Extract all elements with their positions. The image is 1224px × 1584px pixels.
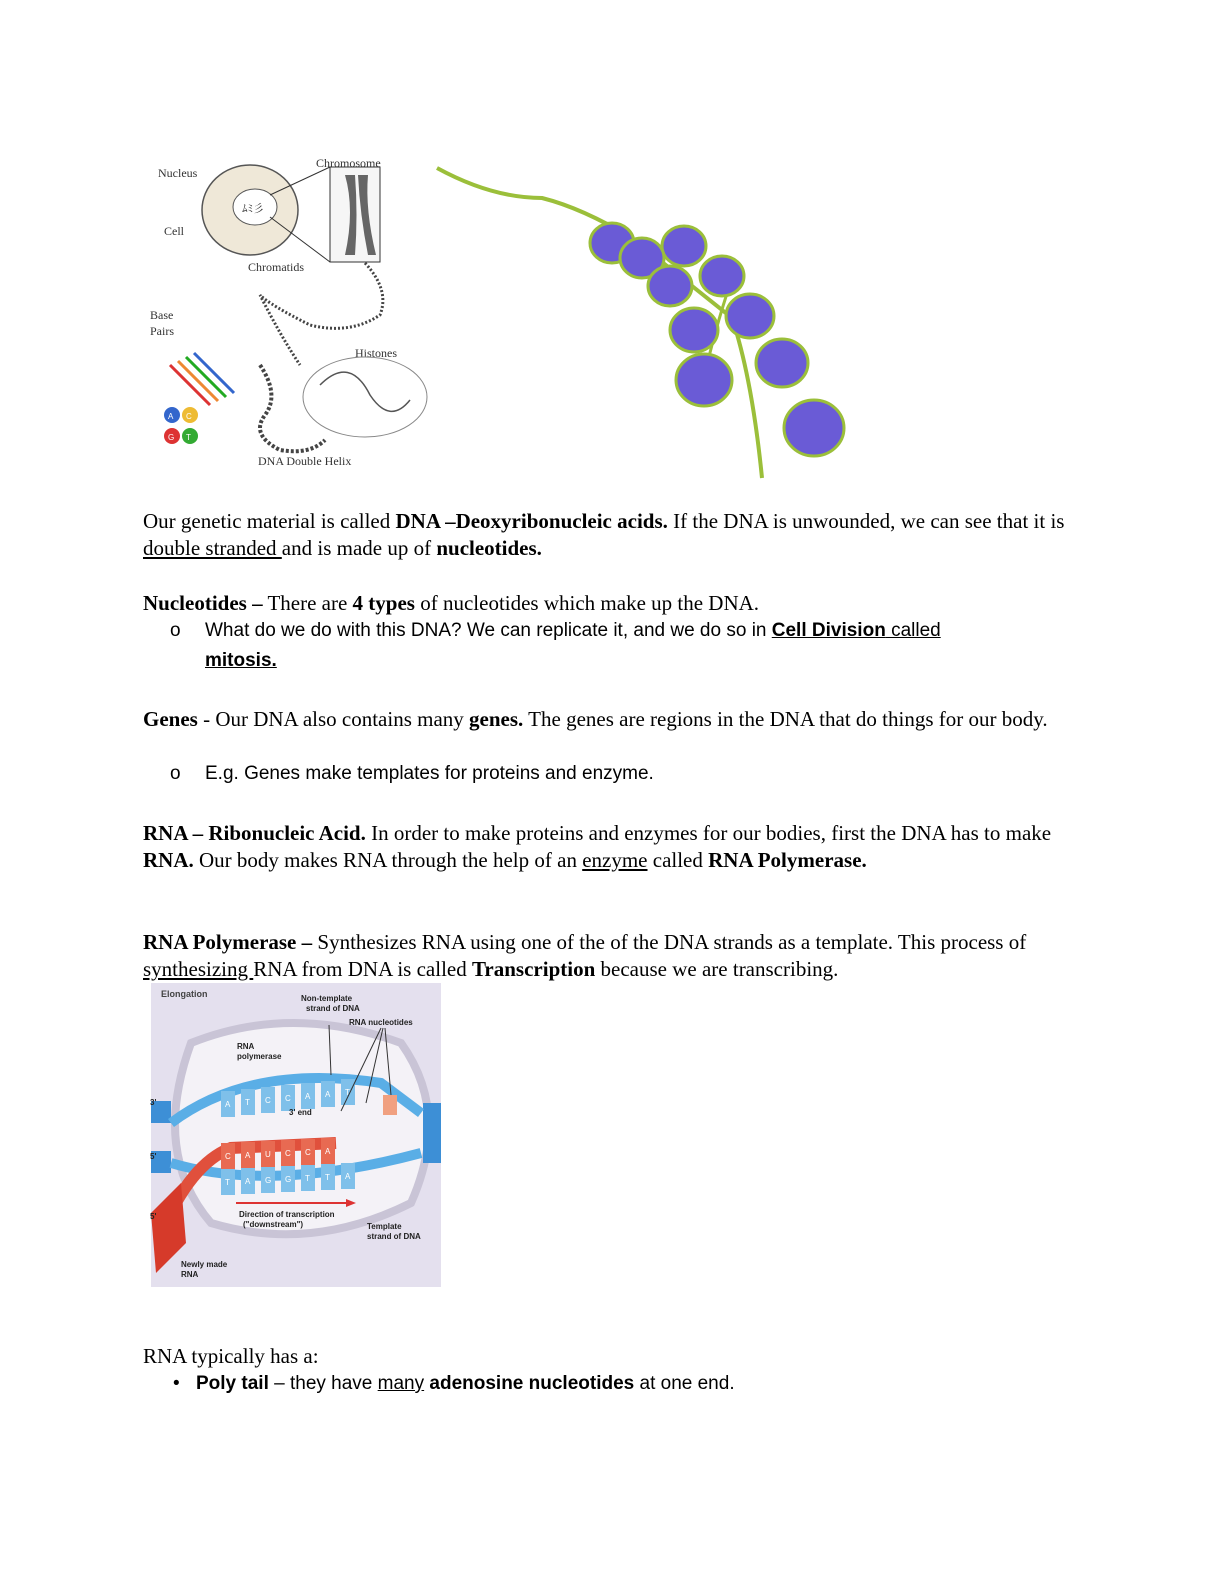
double-helix bbox=[260, 365, 325, 451]
label-polymerase: RNA bbox=[237, 1042, 255, 1051]
label-rna-nucleotides: RNA nucleotides bbox=[349, 1018, 413, 1027]
paragraph-nucleotides: Nucleotides – There are 4 types of nucleotides which make up the DNA. bbox=[143, 591, 760, 615]
base-letter: T bbox=[225, 1178, 230, 1187]
bullet-marker: o bbox=[170, 620, 181, 641]
bullet-marker: • bbox=[173, 1373, 180, 1394]
base-pair-ladder bbox=[170, 353, 234, 405]
label-chromosome: Chromosome bbox=[316, 156, 381, 170]
label-template-2: strand of DNA bbox=[367, 1232, 421, 1241]
label-nucleus: Nucleus bbox=[158, 166, 198, 180]
base-letter: A bbox=[245, 1177, 251, 1186]
paragraph-dna: Our genetic material is called DNA –Deoxyribonucleic acids. If the DNA is unwounded, we can see that it is double stranded and is made up of nucleotides. bbox=[143, 509, 1065, 560]
label-template: Template bbox=[367, 1222, 402, 1231]
base-letter: A bbox=[325, 1147, 331, 1156]
bullet-marker: o bbox=[170, 763, 181, 784]
base-letter: T bbox=[345, 1088, 350, 1097]
paragraph-genes: Genes - Our DNA also contains many genes. The genes are regions in the DNA that do things for our body. bbox=[143, 707, 1048, 731]
label-chromatids: Chromatids bbox=[248, 260, 304, 274]
base-letter: G bbox=[285, 1175, 292, 1184]
base-a: A bbox=[168, 412, 174, 421]
base-letter: U bbox=[265, 1150, 271, 1159]
transcription-diagram bbox=[151, 983, 441, 1287]
label-base-pairs: Base bbox=[150, 308, 174, 322]
label-5-prime-b: 5' bbox=[150, 1212, 157, 1221]
label-double-helix: DNA Double Helix bbox=[258, 454, 352, 468]
cell-dna-diagram bbox=[150, 155, 440, 475]
rna-has-intro: RNA typically has a: bbox=[143, 1344, 319, 1368]
label-polymerase-2: polymerase bbox=[237, 1052, 282, 1061]
base-letter: T bbox=[305, 1174, 310, 1183]
paragraph-rna: RNA – Ribonucleic Acid. In order to make proteins and enzymes for our bodies, first the DNA has to make RNA. Our body makes RNA through the help of an enzyme called RNA Polymerase. bbox=[143, 821, 1052, 872]
free-nucleotide bbox=[383, 1095, 397, 1115]
label-cell: Cell bbox=[164, 224, 184, 238]
poly-tail-bullet-text: Poly tail – they have many adenosine nucleotides at one end. bbox=[196, 1373, 735, 1394]
label-non-template-2: strand of DNA bbox=[306, 1004, 360, 1013]
nucleosomes bbox=[590, 223, 844, 456]
base-c: C bbox=[186, 412, 192, 421]
paragraph-rna-polymerase: RNA Polymerase – Synthesizes RNA using one of the of the DNA strands as a template. This process of synthesizing RNA from DNA is called Transcription because we are transcribing. bbox=[143, 930, 1027, 981]
base-letter: T bbox=[325, 1173, 330, 1182]
base-letter: C bbox=[265, 1096, 271, 1105]
label-histones: Histones bbox=[355, 346, 397, 360]
label-direction: Direction of transcription bbox=[239, 1210, 335, 1219]
base-letter: A bbox=[245, 1151, 251, 1160]
base-t: T bbox=[186, 433, 191, 442]
label-5-prime-a: 5' bbox=[150, 1152, 157, 1161]
base-letter: C bbox=[305, 1148, 311, 1157]
nucleosome-illustration bbox=[432, 158, 862, 480]
label-non-template: Non-template bbox=[301, 994, 353, 1003]
base-letter: C bbox=[285, 1094, 291, 1103]
base-letter: C bbox=[225, 1152, 231, 1161]
base-letter: A bbox=[305, 1092, 311, 1101]
label-3-prime: 3' bbox=[150, 1098, 157, 1107]
histone-zoom bbox=[303, 357, 427, 437]
chromosome-scribble: ﾑﾐ彡 bbox=[242, 203, 264, 215]
label-newly-made: Newly made bbox=[181, 1260, 228, 1269]
genes-bullet-text: E.g. Genes make templates for proteins and enzyme. bbox=[205, 763, 654, 784]
label-elongation: Elongation bbox=[161, 989, 208, 999]
base-letter: G bbox=[265, 1176, 272, 1185]
base-letter: C bbox=[285, 1149, 291, 1158]
label-three-end: 3' end bbox=[289, 1108, 312, 1117]
base-letter: T bbox=[245, 1098, 250, 1107]
label-newly-made-2: RNA bbox=[181, 1270, 199, 1279]
label-base-pairs-2: Pairs bbox=[150, 324, 174, 338]
base-g: G bbox=[168, 433, 175, 442]
base-letter: A bbox=[345, 1172, 351, 1181]
label-direction-2: ("downstream") bbox=[243, 1220, 304, 1229]
nucleotides-bullet-text: What do we do with this DNA? We can replicate it, and we do so in Cell Division called mitosis. bbox=[205, 620, 941, 671]
base-letter: A bbox=[225, 1100, 231, 1109]
base-letter: A bbox=[325, 1090, 331, 1099]
